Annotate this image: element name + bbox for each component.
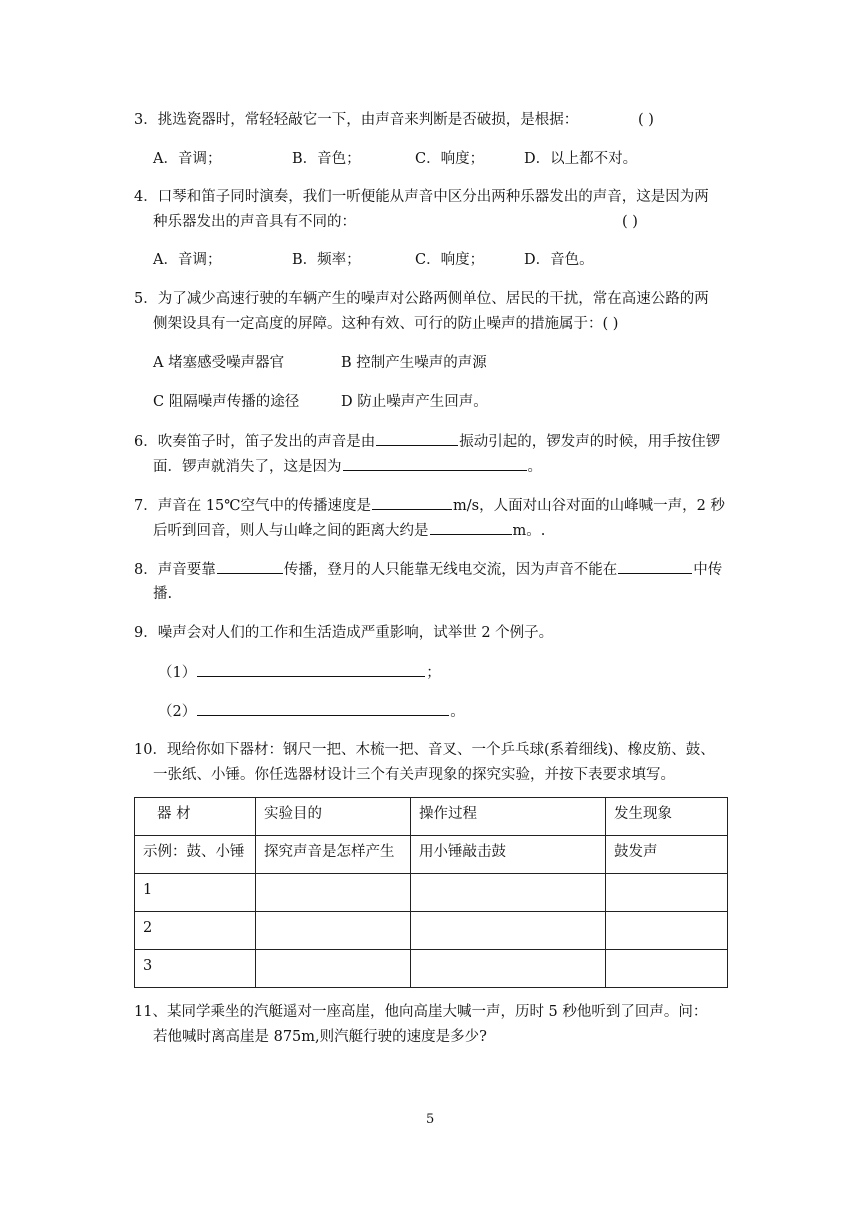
q7-blank-2[interactable] — [430, 520, 512, 535]
q6-text-a: 6．吹奏笛子时，笛子发出的声音是由 — [134, 434, 376, 450]
q9-item2-label: （2） — [158, 704, 197, 720]
q4-option-a: A．音调； — [153, 252, 222, 268]
q3-option-c: C．响度； — [415, 151, 485, 167]
q6-line1 — [134, 431, 720, 452]
q8-blank-1[interactable] — [217, 559, 283, 574]
q8-text-a: 8．声音要靠 — [134, 562, 216, 578]
q7-line2 — [153, 520, 545, 541]
q8-blank-2[interactable] — [618, 559, 692, 574]
table-cell: 示例：鼓、小锤 — [135, 836, 256, 874]
q7-line1 — [134, 495, 725, 516]
q3-answer-paren: ( ) — [638, 112, 654, 128]
q7-text-c: 后听到回音，则人与山峰之间的距离大约是 — [153, 523, 429, 539]
q7-text-b: m/s，人面对山谷对面的山峰喊一声，2 秒 — [453, 498, 725, 514]
q10-stem-line2: 一张纸、小锤。你任选器材设计三个有关声现象的探究实验，并按下表要求填写。 — [153, 767, 675, 783]
q10-stem-line1: 10．现给你如下器材：钢尺一把、木梳一把、音叉、一个乒乓球(系着细线)、橡皮筋、鼓、 — [134, 742, 715, 758]
experiment-table — [134, 797, 728, 988]
q9-item2-end: 。 — [450, 704, 465, 720]
page-number: 5 — [426, 1112, 435, 1127]
q4-option-d: D．音色。 — [524, 252, 594, 268]
q3-option-a: A．音调； — [153, 151, 222, 167]
q6-blank-2[interactable] — [343, 456, 527, 471]
q7-text-a: 7．声音在 15℃空气中的传播速度是 — [134, 498, 372, 514]
q5-option-b: B 控制产生噪声的声源 — [341, 355, 487, 371]
table-row — [135, 950, 728, 988]
header-cell-procedure: 操作过程 — [411, 798, 606, 836]
q4-option-c: C．响度； — [415, 252, 485, 268]
header-cell-equipment: 器 材 — [135, 798, 256, 836]
q6-text-c: 面．锣声就消失了，这是因为 — [153, 459, 342, 475]
q9-blank-1[interactable] — [197, 662, 425, 677]
q6-text-b: 振动引起的，锣发声的时候，用手按住锣 — [459, 434, 721, 450]
q8-line2: 播. — [153, 586, 173, 602]
header-cell-purpose: 实验目的 — [256, 798, 411, 836]
table-cell[interactable] — [606, 912, 728, 950]
table-cell[interactable] — [411, 874, 606, 912]
q11-stem-line2: 若他喊时离高崖是 875m,则汽艇行驶的速度是多少? — [153, 1029, 487, 1045]
q8-text-b: 传播，登月的人只能靠无线电交流，因为声音不能在 — [283, 562, 618, 578]
table-cell: 2 — [135, 912, 256, 950]
table-cell[interactable] — [411, 950, 606, 988]
q8-line1 — [134, 559, 722, 580]
q5-option-a: A 堵塞感受噪声器官 — [153, 355, 285, 371]
q9-item1 — [158, 662, 441, 683]
q6-blank-1[interactable] — [376, 431, 458, 446]
table-cell[interactable] — [606, 950, 728, 988]
q11-stem-line1: 11、某同学乘坐的汽艇遥对一座高崖，他向高崖大喊一声，历时 5 秒他听到了回声。问： — [134, 1004, 708, 1020]
header-cell-phenomenon: 发生现象 — [606, 798, 728, 836]
q8-text-c: 中传 — [693, 562, 723, 578]
table-cell: 用小锤敲击鼓 — [411, 836, 606, 874]
table-cell: 1 — [135, 874, 256, 912]
q9-item1-end: ； — [426, 665, 441, 681]
table-cell[interactable] — [256, 874, 411, 912]
table-cell[interactable] — [256, 950, 411, 988]
q4-stem-line1: 4．口琴和笛子同时演奏，我们一听便能从声音中区分出两种乐器发出的声音，这是因为两 — [134, 189, 709, 205]
q9-stem: 9．噪声会对人们的工作和生活造成严重影响，试举世 2 个例子。 — [134, 625, 554, 641]
table-cell[interactable] — [606, 874, 728, 912]
q4-option-b: B．频率； — [292, 252, 361, 268]
q5-stem-line2: 侧架设具有一定高度的屏障。这种有效、可行的防止噪声的措施属于：( ) — [153, 316, 619, 332]
q4-answer-paren: ( ) — [622, 214, 638, 230]
table-cell: 探究声音是怎样产生 — [256, 836, 411, 874]
q5-option-c: C 阻隔噪声传播的途径 — [153, 394, 300, 410]
table-row — [135, 912, 728, 950]
q9-blank-2[interactable] — [197, 701, 449, 716]
q5-option-d: D 防止噪声产生回声。 — [341, 394, 488, 410]
q6-text-d: 。 — [527, 459, 542, 475]
q7-blank-1[interactable] — [372, 495, 452, 510]
table-cell[interactable] — [411, 912, 606, 950]
table-cell: 3 — [135, 950, 256, 988]
q3-stem: 3．挑选瓷器时，常轻轻敲它一下，由声音来判断是否破损，是根据： — [134, 112, 579, 128]
q3-option-b: B．音色； — [292, 151, 361, 167]
table-cell[interactable] — [256, 912, 411, 950]
q6-line2 — [153, 456, 542, 477]
table-header-row — [135, 798, 728, 836]
q4-stem-line2: 种乐器发出的声音具有不同的： — [153, 214, 356, 230]
q7-text-d: m。. — [512, 523, 546, 539]
table-row — [135, 836, 728, 874]
q9-item1-label: （1） — [158, 665, 197, 681]
q5-stem-line1: 5．为了减少高速行驶的车辆产生的噪声对公路两侧单位、居民的干扰，常在高速公路的两 — [134, 291, 709, 307]
q3-option-d: D．以上都不对。 — [524, 151, 638, 167]
q9-item2 — [158, 701, 465, 722]
table-row — [135, 874, 728, 912]
table-cell: 鼓发声 — [606, 836, 728, 874]
